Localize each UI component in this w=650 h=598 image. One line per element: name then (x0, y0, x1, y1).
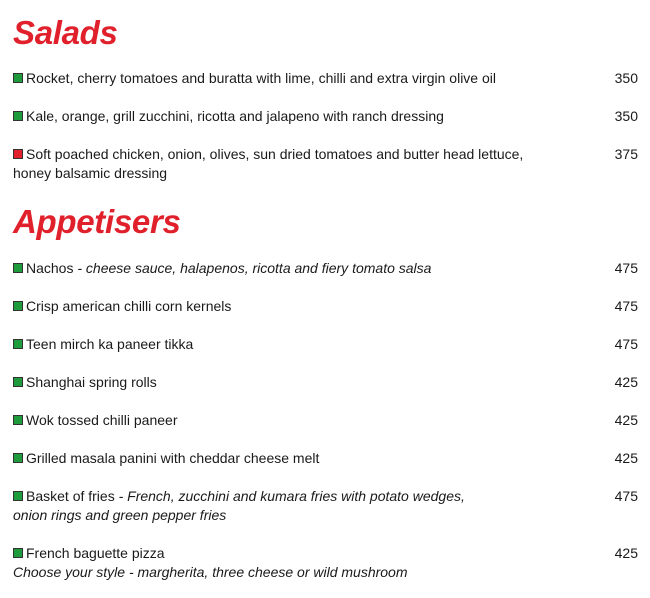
item-name: Teen mirch ka paneer tikka (26, 336, 194, 352)
menu-item (13, 449, 638, 468)
menu-item (13, 335, 638, 354)
veg-marker-icon (13, 301, 23, 311)
veg-marker-icon (13, 339, 23, 349)
menu-item (13, 373, 638, 392)
item-price: 425 (614, 450, 638, 466)
menu-item (13, 544, 638, 582)
item-price: 475 (614, 260, 638, 276)
item-detail-continuation: Choose your style - margherita, three cheese or wild mushroom (13, 564, 408, 580)
veg-marker-icon (13, 415, 23, 425)
veg-marker-icon (13, 453, 23, 463)
item-price: 375 (614, 146, 638, 162)
menu-item (13, 69, 638, 88)
menu-item (13, 297, 638, 316)
veg-marker-icon (13, 491, 23, 501)
item-name: Rocket, cherry tomatoes and buratta with lime, chilli and extra virgin olive oil (26, 70, 496, 86)
menu-item (13, 107, 638, 126)
non-veg-marker-icon (13, 149, 23, 159)
item-name: Kale, orange, grill zucchini, ricotta and jalapeno with ranch dressing (26, 108, 444, 124)
menu-item (13, 411, 638, 430)
item-name: Grilled masala panini with cheddar cheese melt (26, 450, 320, 466)
item-detail: - cheese sauce, halapenos, ricotta and fiery tomato salsa (73, 260, 432, 276)
item-detail-continuation: onion rings and green pepper fries (13, 507, 227, 523)
item-price: 475 (614, 298, 638, 314)
menu-item (13, 259, 638, 278)
veg-marker-icon (13, 263, 23, 273)
item-price: 425 (614, 545, 638, 561)
item-name: Crisp american chilli corn kernels (26, 298, 232, 314)
item-price: 475 (614, 336, 638, 352)
section-title-salads: Salads (13, 14, 118, 51)
veg-marker-icon (13, 548, 23, 558)
item-name: Soft poached chicken, onion, olives, sun dried tomatoes and butter head lettuce, (26, 146, 524, 162)
section-title-appetisers: Appetisers (13, 203, 181, 240)
item-name: Basket of fries (26, 488, 115, 504)
item-detail: - French, zucchini and kumara fries with potato wedges, (114, 488, 465, 504)
menu-item (13, 487, 638, 525)
item-price: 350 (614, 108, 638, 124)
item-price: 425 (614, 412, 638, 428)
veg-marker-icon (13, 73, 23, 83)
item-name: Nachos (26, 260, 74, 276)
item-price: 425 (614, 374, 638, 390)
item-price: 350 (614, 70, 638, 86)
veg-marker-icon (13, 377, 23, 387)
veg-marker-icon (13, 111, 23, 121)
menu-item (13, 145, 638, 183)
item-name: Shanghai spring rolls (26, 374, 157, 390)
item-name: Wok tossed chilli paneer (26, 412, 178, 428)
item-name-continuation: honey balsamic dressing (13, 165, 168, 181)
item-price: 475 (614, 488, 638, 504)
item-name: French baguette pizza (26, 545, 165, 561)
